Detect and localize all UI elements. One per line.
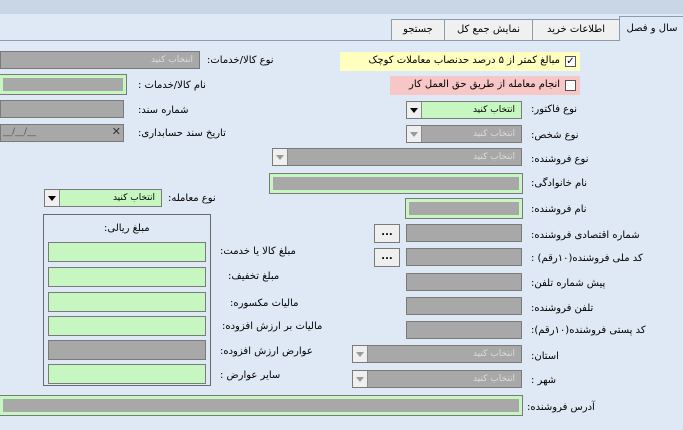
tab-purchase-info[interactable]: اطلاعات خرید xyxy=(532,19,620,40)
seller-address-input[interactable] xyxy=(0,396,522,415)
goods-amount-input[interactable] xyxy=(48,242,206,262)
tab-year-season[interactable]: سال و فصل xyxy=(619,16,683,41)
seller-postal-code-label: کد پستی فروشنده(۱۰رقم): xyxy=(531,325,646,336)
small-deal-option xyxy=(340,52,580,71)
doc-date-value: __/__/__ xyxy=(3,127,37,137)
deal-type-value: انتخاب کنید xyxy=(112,193,155,203)
vat-duties-input[interactable] xyxy=(48,340,206,360)
goods-type-select[interactable] xyxy=(0,51,200,69)
invoice-type-value: انتخاب کنید xyxy=(472,105,515,115)
seller-econ-code-label: شماره اقتصادی فروشنده: xyxy=(531,230,640,241)
tab-show-total[interactable]: نمایش جمع کل xyxy=(444,19,533,40)
vat-duties-label: عوارض ارزش افزوده: xyxy=(220,346,313,357)
chevron-down-icon[interactable] xyxy=(353,371,368,387)
goods-amount-label: مبلغ کالا یا خدمت: xyxy=(220,246,296,257)
seller-postal-code-input[interactable] xyxy=(406,321,522,339)
seller-national-code-label: کد ملی فروشنده(۱۰رقم) : xyxy=(531,253,643,264)
invoice-type-select[interactable] xyxy=(406,101,522,119)
seller-phone-label: تلفن فروشنده: xyxy=(531,303,594,314)
chevron-down-icon[interactable] xyxy=(273,149,288,165)
browse-button[interactable]: ... xyxy=(374,224,400,243)
chevron-down-icon[interactable] xyxy=(45,190,60,206)
deal-type-label: نوع معامله: xyxy=(168,193,216,204)
city-select[interactable] xyxy=(352,370,522,388)
invoice-type-label: نوع فاکتور: xyxy=(531,104,578,115)
province-label: استان: xyxy=(531,351,559,362)
doc-date-input[interactable] xyxy=(0,124,124,142)
phone-prefix-input[interactable] xyxy=(406,273,522,291)
discount-input[interactable] xyxy=(48,267,206,287)
family-name-label: نام خانوادگی: xyxy=(531,178,588,189)
seller-type-placeholder: انتخاب کنید xyxy=(472,152,515,162)
seller-national-code-input[interactable] xyxy=(406,248,522,266)
person-type-placeholder: انتخاب کنید xyxy=(472,129,515,139)
withheld-tax-label: مالیات مکسوره: xyxy=(230,298,299,309)
vat-input[interactable] xyxy=(48,316,206,336)
tab-search[interactable]: جستجو xyxy=(391,19,445,40)
family-name-input[interactable] xyxy=(270,174,522,193)
discount-label: مبلغ تخفیف: xyxy=(228,271,280,282)
doc-number-label: شماره سند: xyxy=(138,105,189,116)
seller-type-select[interactable] xyxy=(272,148,522,166)
goods-name-label: نام کالا/خدمات : xyxy=(138,80,206,91)
person-type-select[interactable] xyxy=(406,125,522,143)
labor-label: انجام معامله از طریق حق العمل کار xyxy=(409,79,560,90)
chevron-down-icon[interactable] xyxy=(407,126,422,142)
seller-type-label: نوع فروشنده: xyxy=(531,154,589,165)
labor-checkbox[interactable] xyxy=(565,80,576,91)
province-placeholder: انتخاب کنید xyxy=(472,349,515,359)
seller-name-input[interactable] xyxy=(406,199,522,218)
seller-econ-code-input[interactable] xyxy=(406,224,522,242)
goods-type-placeholder: انتخاب کنید xyxy=(150,55,193,65)
amounts-header: مبلغ ریالی: xyxy=(104,223,150,234)
vat-label: مالیات بر ارزش افزوده: xyxy=(222,321,323,332)
title-bar xyxy=(0,0,683,15)
province-select[interactable] xyxy=(352,345,522,363)
other-duties-label: سایر عوارض : xyxy=(220,370,281,381)
city-placeholder: انتخاب کنید xyxy=(472,374,515,384)
doc-date-label: تاریخ سند حسابداری: xyxy=(138,128,226,139)
seller-address-label: آدرس فروشنده: xyxy=(527,402,595,413)
seller-phone-input[interactable] xyxy=(406,297,522,315)
other-duties-input[interactable] xyxy=(48,364,206,384)
deal-type-select[interactable] xyxy=(44,189,162,207)
labor-option xyxy=(390,76,580,95)
goods-name-input[interactable] xyxy=(0,75,126,94)
phone-prefix-label: پیش شماره تلفن: xyxy=(531,278,606,289)
small-deal-checkbox[interactable]: ✓ xyxy=(566,56,575,67)
withheld-tax-input[interactable] xyxy=(48,292,206,312)
seller-name-label: نام فروشنده: xyxy=(531,204,587,215)
clear-icon[interactable]: ✕ xyxy=(111,125,121,138)
chevron-down-icon[interactable] xyxy=(407,102,422,118)
person-type-label: نوع شخص: xyxy=(531,130,579,141)
chevron-down-icon[interactable] xyxy=(353,346,368,362)
doc-number-input[interactable] xyxy=(0,100,124,118)
browse-button[interactable]: ... xyxy=(374,248,400,267)
small-deal-label: مبالغ کمتر از ۵ درصد حدنصاب معاملات کوچک xyxy=(368,55,560,66)
goods-type-label: نوع کالا/خدمات: xyxy=(207,55,274,66)
city-label: شهر : xyxy=(531,375,557,386)
